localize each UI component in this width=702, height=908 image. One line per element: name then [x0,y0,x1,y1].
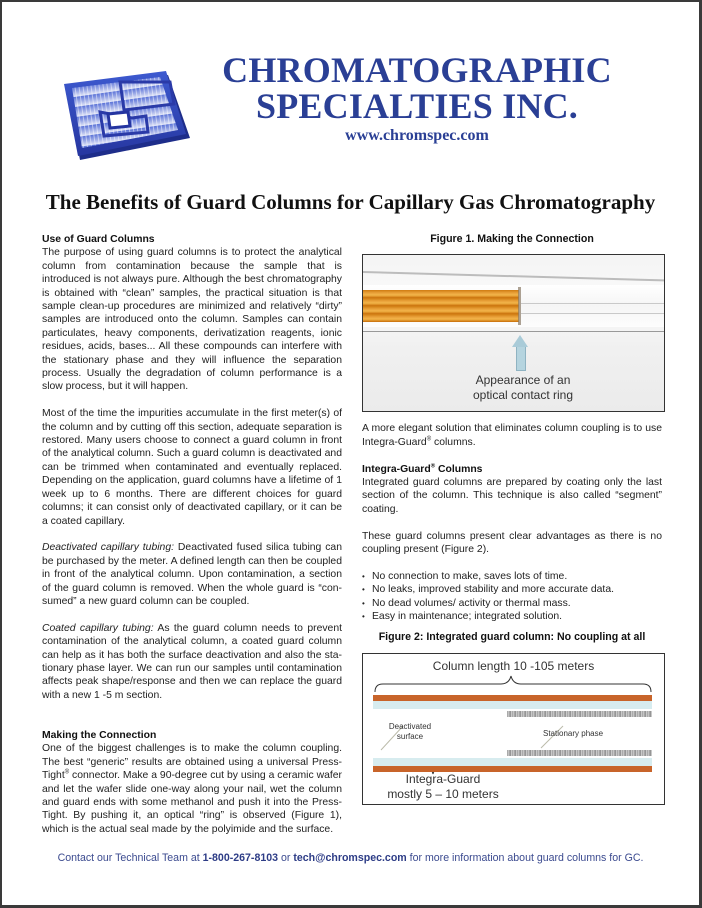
paragraph-making-connection [42,742,342,836]
company-name [192,52,642,124]
registered-mark: ® [64,769,70,776]
stationary-phase-label: Stationary phase [543,728,604,738]
company-website-link[interactable]: www.chromspec.com [345,127,489,144]
integra-heading-a: Integra-Guard [362,463,431,475]
section-heading-use-of-guard: Use of Guard Columns [42,234,155,245]
paragraph-impurities: Most of the time the impurities accumulate in the first meter(s) of the column and by cutting off this section, adequate separation is restored. Many users choose to connect a guard column in front of the analytical column. Such a guard column is deactivated and can be trimmed when contaminated and eventually replaced. Depending on the application, guard columns have a lifetime of 1 week up to 6 months. There are different choices for guard columns; it can consist only of deactivated capillary, or it can be a coated capillary. [42,408,342,527]
list-item: • No leaks, improved stability and more accurate data. [362,583,662,596]
arrow-shaft [516,347,526,371]
document-page [2,2,699,905]
list-item: • No connection to make, saves lots of time. [362,570,662,583]
list-item: • No dead volumes/ activity or thermal mass. [362,597,662,610]
connection-text-a: One of the biggest challenges is to make the column coupling. The best “generic” results are obtained using a universal Press-Tight [42,743,342,782]
figure2-caption: Figure 2: Integrated guard column: No coupling at all [378,631,646,644]
paragraph-deactivated-tubing [42,541,342,608]
deactivated-label-line2: surface [396,731,424,741]
paragraph-purpose: The purpose of using guard columns is to protect the analytical column from contamination because the sample that is introduced is not always pure. Although the best chromatography is obtained with “clean” samples, the practical situation is that sample clean-up procedures are minimized and relatively “dirty” samples are introduced onto the column. Samples can contain particulates, heavy components, derivatization reagents, ionic residues, acids, bases... All these compounds can interfere with the stationary phase and they will influence the separation process. Usually the degradation of column performance is a slow process, but it will happen. [42,247,342,393]
guard-column-edge [521,303,664,304]
company-name-line2: SPECIALTIES INC. [256,86,578,126]
figure1-label-line1: Appearance of an [475,373,571,388]
coated-text: As the guard column needs to prevent contamination of the analytical column, a coated guard column can help as it has both the surface deactivation and also the sta-tionary phase layer. We can run our samples until contamination affects peak shape/response and then we can replace the guard with a new 1 -5 m section. [42,622,342,701]
elegant-text-b: columns. [431,436,476,448]
deactivated-label-line1: Deactivated [388,721,432,731]
footer-prefix: Contact our Technical Team at [57,852,203,864]
page-title: The Benefits of Guard Columns for Capillary Gas Chromatography [45,190,656,214]
registered-mark: ® [430,463,436,470]
left-column [42,233,342,836]
figure1-label-line2: optical contact ring [472,388,574,403]
figure1-label [443,373,603,403]
section-heading-making-connection: Making the Connection [42,729,157,741]
paragraph-integrated: Integrated guard columns are prepared by coating only the last section of the column. This technique is also called “segment” coating. [362,477,662,515]
deactivated-surface-label [375,722,445,742]
integra-label-line2: mostly 5 – 10 meters [387,786,499,801]
coated-lead: Coated capillary tubing: [42,622,154,634]
cs-logo-icon [50,60,200,160]
column-length-label: Column length 10 -105 meters [432,658,595,673]
phone-link[interactable]: 1-800-267-8103 [202,852,279,864]
list-item: • Easy in maintenance; integrated solution. [362,610,662,623]
paragraph-advantages: These guard columns present clear advantages as there is no coupling present (Figure 2). [362,530,662,556]
press-tight-outline [363,271,664,281]
registered-mark: ® [426,436,432,443]
optical-contact-ring [518,287,521,325]
email-link[interactable]: tech@chromspec.com [293,852,407,864]
elegant-text-a: A more elegant solution that eliminates column coupling is to use Integra-Guard [362,423,662,448]
paragraph-elegant-solution [362,422,662,449]
stationary-phase-top [507,711,652,717]
guard-column-edge [521,313,664,314]
arrow-up-icon [512,335,528,347]
deactivated-layer-top [373,701,652,709]
figure2-diagram [362,653,665,805]
integra-label-line1: Integra-Guard [405,771,481,786]
deactivated-text: Deactivated fused silica tubing can be purchased by the meter. A defined length can then be coupled in front of the analytical column. Upon contamination, a section of the guard column is removed. When the whole guard is “con-sumed” a new guard column can be coupled. [42,542,342,607]
deactivated-lead: Deactivated capillary tubing: [42,542,174,554]
stationary-phase-bottom [507,750,652,756]
advantages-list [362,570,662,624]
footer-or: or [278,852,294,864]
footer-contact [2,852,699,864]
company-name-line1: CHROMATOGRAPHIC [222,50,612,90]
integra-heading-b: Columns [435,463,483,475]
figure1-caption: Figure 1. Making the Connection [430,233,594,245]
right-column [362,233,662,805]
deactivated-layer-bottom [373,758,652,766]
paragraph-coated-tubing [42,622,342,702]
figure1-connection-photo [362,254,665,412]
footer-suffix: for more information about guard columns for GC. [406,852,644,864]
connection-text-b: connector. Make a 90-degree cut by using a ceramic wafer and let the wafer slide one-way along your nail, wet the column and guard ends with some methanol and push it into the Press-Tight. By pushing it, an optical “ring” is observed (Figure 1), which is the actual seal made by the polyimide and the surface. [42,770,342,835]
section-heading-integra-guard [362,463,662,476]
integra-guard-length-label [373,772,513,802]
press-tight-bottom-edge [363,331,664,332]
polyimide-column-end [363,290,519,322]
